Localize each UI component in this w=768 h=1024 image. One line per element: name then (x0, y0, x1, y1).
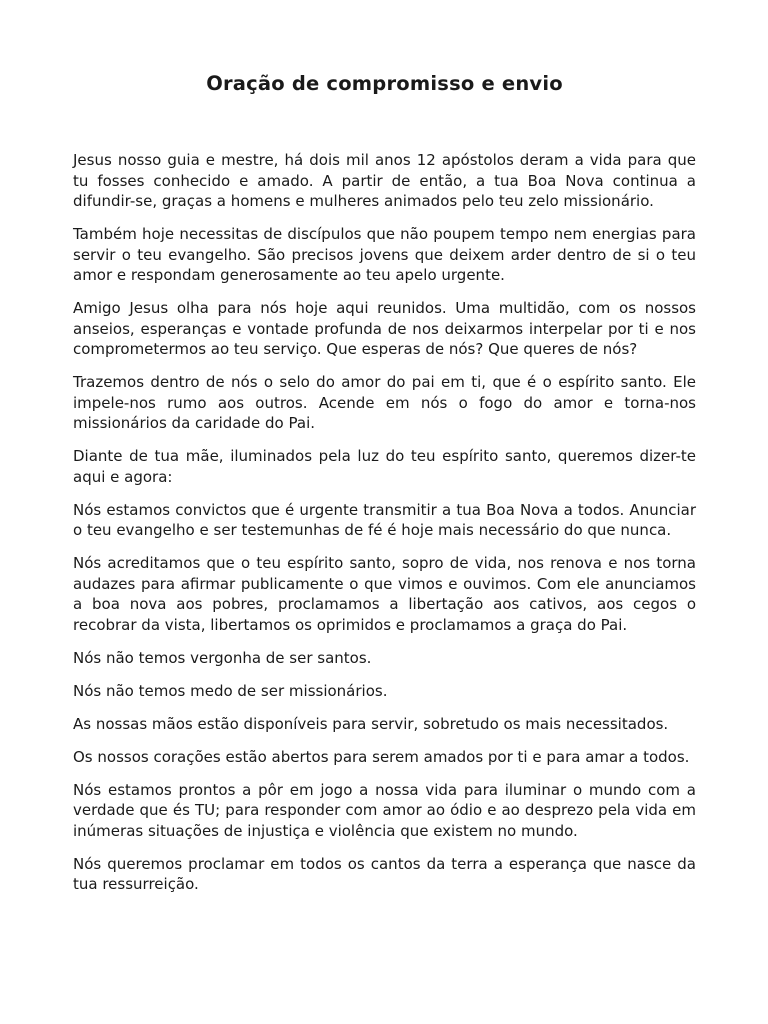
paragraph: Nós não temos vergonha de ser santos. (73, 648, 372, 667)
paragraph: Também hoje necessitas de discípulos que não poupem tempo nem energias para servir o teu evangelho. São precisos jovens que deixem arder dentro de si o teu amor e respondam generosamente ao teu apelo urgente. (73, 225, 696, 284)
paragraph: Jesus nosso guia e mestre, há dois mil anos 12 apóstolos deram a vida para que tu fosses conhecido e amado. A partir de então, a tua Boa Nova continua a difundir-se, graças a homens e mulheres animados pelo teu zelo missionário. (73, 151, 696, 210)
paragraph: Trazemos dentro de nós o selo do amor do pai em ti, que é o espírito santo. Ele impele-nos rumo aos outros. Acende em nós o fogo do amor e torna-nos missionários da caridade do Pai. (73, 373, 696, 432)
paragraph: Nós estamos prontos a pôr em jogo a nossa vida para iluminar o mundo com a verdade que és TU; para responder com amor ao ódio e ao desprezo pela vida em inúmeras situações de injustiça e violência que existem no mundo. (73, 780, 696, 840)
paragraph: Amigo Jesus olha para nós hoje aqui reunidos. Uma multidão, com os nossos anseios, esperanças e vontade profunda de nos deixarmos interpelar por ti e nos comprometermos ao teu serviço. Que esperas de nós? Que queres de nós? (73, 299, 696, 358)
paragraph: Nós acreditamos que o teu espírito santo, sopro de vida, nos renova e nos torna audazes para afirmar publicamente o que vimos e ouvimos. Com ele anunciamos a boa nova aos pobres, proclamamos a libertação aos cativos, aos cegos o recobrar da vista, libertamos os oprimidos e proclamamos a graça do Pai. (73, 554, 696, 634)
paragraph: Os nossos corações estão abertos para serem amados por ti e para amar a todos. (73, 747, 690, 766)
paragraph: Nós não temos medo de ser missionários. (73, 681, 388, 700)
paragraph: Diante de tua mãe, iluminados pela luz do teu espírito santo, queremos dizer-te aqui e agora: (73, 447, 696, 486)
page-title: Oração de compromisso e envio (206, 72, 563, 95)
paragraph: As nossas mãos estão disponíveis para servir, sobretudo os mais necessitados. (73, 714, 669, 733)
paragraph: Nós estamos convictos que é urgente transmitir a tua Boa Nova a todos. Anunciar o teu evangelho e ser testemunhas de fé é hoje mais necessário do que nunca. (73, 500, 696, 539)
paragraph: Nós queremos proclamar em todos os cantos da terra a esperança que nasce da tua ressurreição. (73, 854, 696, 893)
